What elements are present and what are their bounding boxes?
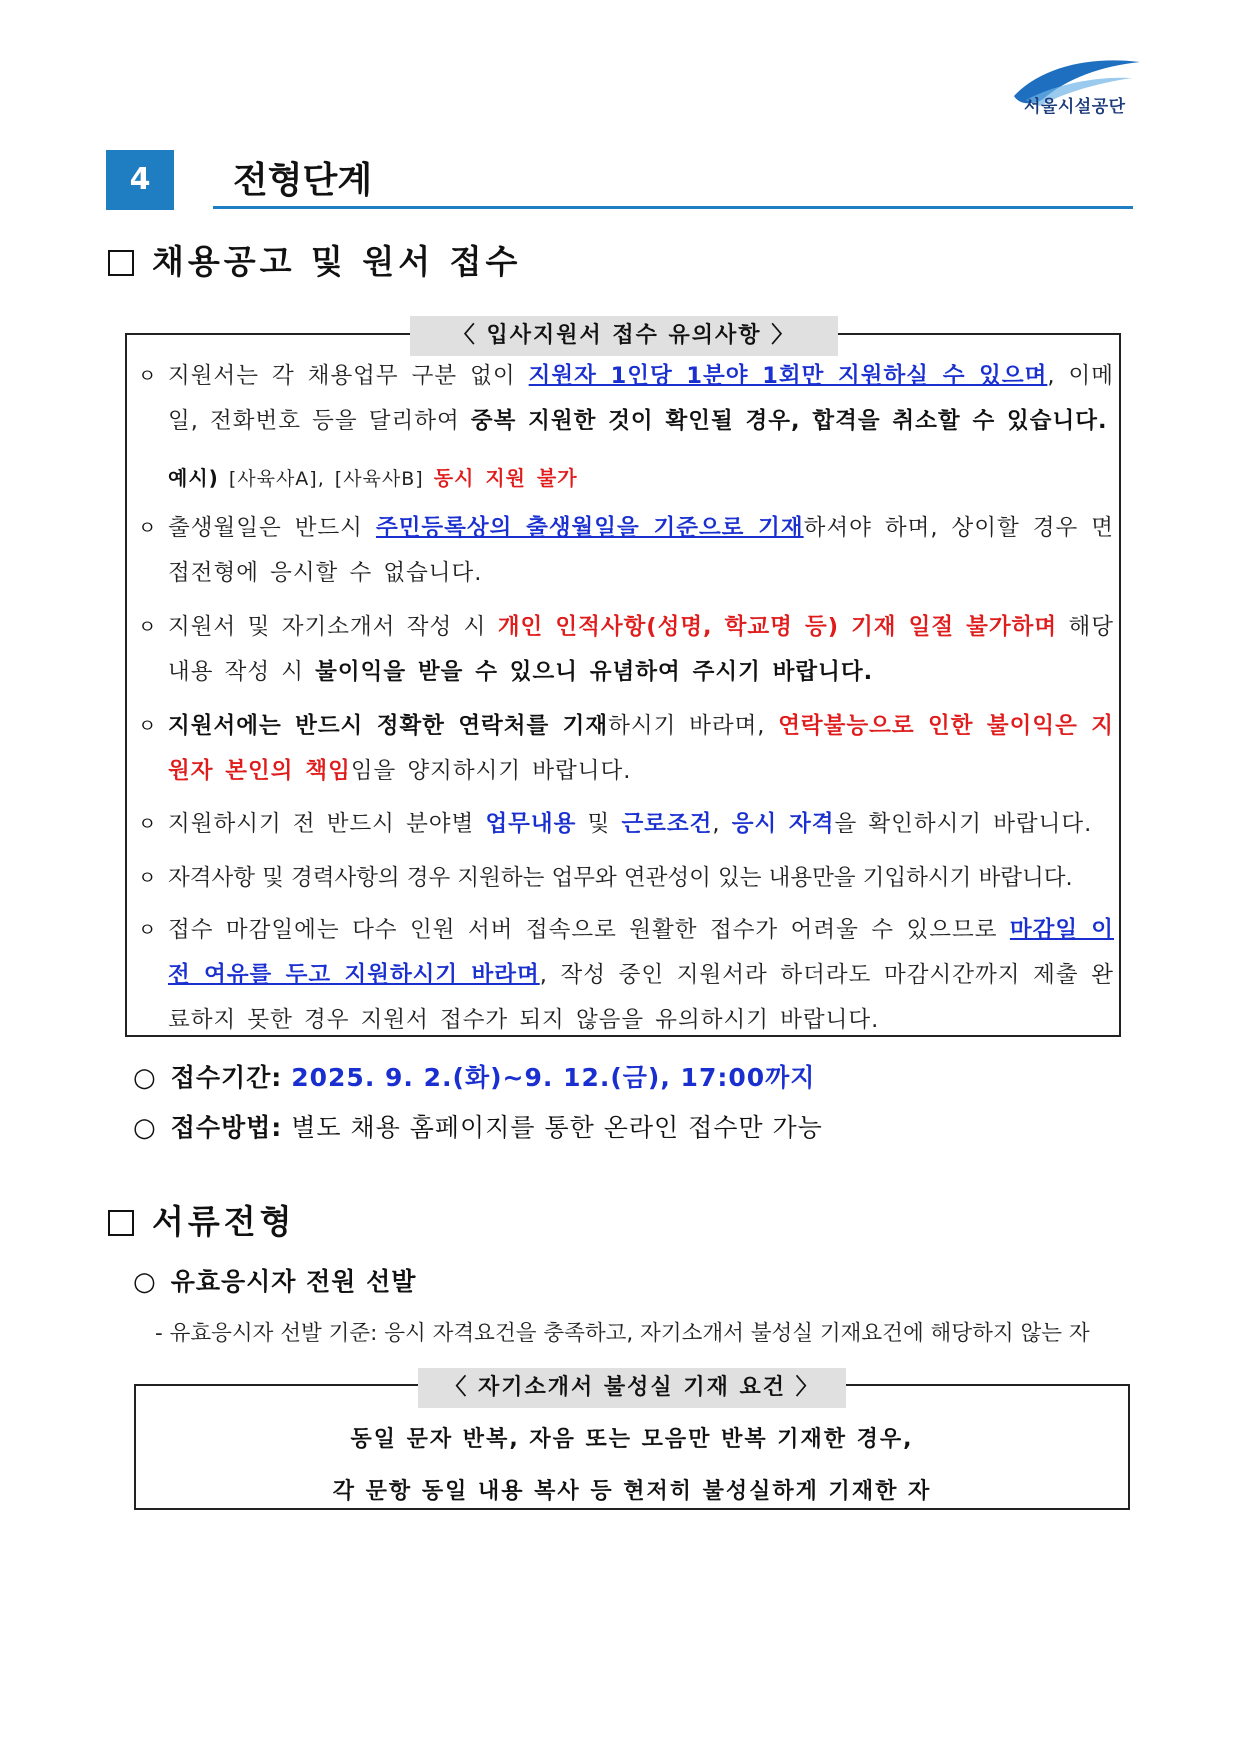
bullet-icon: ㅇ [138,813,157,835]
notice-item-5: ㅇ 지원하시기 전 반드시 분야별 업무내용 및 근로조건, 응시 자격을 확인하시기 바랍니다. [138,802,1114,847]
notice-example: 예시) [사육사A], [사육사B] 동시 지원 불가 [168,466,578,490]
notice-item-2: ㅇ 출생월일은 반드시 주민등록상의 출생월일을 기준으로 기재하셔야 하며, 상이할 경우 면접전형에 응시할 수 없습니다. [138,506,1114,596]
screening-title: ○ 유효응시자 전원 선발 [133,1267,417,1297]
section-number: 4 [106,150,174,210]
application-method: ○ 접수방법: 별도 채용 홈페이지를 통한 온라인 접수만 가능 [133,1113,823,1143]
circle-bullet-icon: ○ [133,1063,157,1093]
insincere-line-2: 각 문항 동일 내용 복사 등 현저히 불성실하게 기재한 자 [332,1479,932,1504]
application-period: ○ 접수기간: 2025. 9. 2.(화)~9. 12.(금), 17:00까지 [133,1063,816,1093]
notice-item-3: ㅇ 지원서 및 자기소개서 작성 시 개인 인적사항(성명, 학교명 등) 기재 일절 불가하며 해당 내용 작성 시 불이익을 받을 수 있으니 유념하여 주시기 바랍니다. [138,605,1114,695]
bullet-icon: ㅇ [138,517,157,539]
heading-application: 채용공고 및 원서 접수 [108,236,521,283]
checkbox-square-icon [108,1210,134,1236]
bullet-icon: ㅇ [138,715,157,737]
logo-text: 서울시설공단 [1024,97,1126,117]
notice-item-4: ㅇ 지원서에는 반드시 정확한 연락처를 기재하시기 바라며, 연락불능으로 인한 불이익은 지원자 본인의 책임임을 양지하시기 바랍니다. [138,704,1114,794]
checkbox-square-icon [108,250,134,276]
section-underline [213,206,1133,209]
section-title: 전형단계 [233,160,373,201]
notice-item-7: ㅇ 접수 마감일에는 다수 인원 서버 접속으로 원활한 접수가 어려울 수 있으므로 마감일 이전 여유를 두고 지원하시기 바라며, 작성 중인 지원서라 하더라도 마감시간까지 제출 완료하지 못한 경우 지원서 접수가 되지 않음을 유의하시기 바랍니다. [138,908,1114,1043]
bullet-icon: ㅇ [138,365,157,387]
screening-criteria: - 유효응시자 선발 기준: 응시 자격요건을 충족하고, 자기소개서 불성실 기재요건에 해당하지 않는 자 [155,1321,1090,1346]
bullet-icon: ㅇ [138,919,157,941]
bullet-icon: ㅇ [138,867,157,889]
insincere-line-1: 동일 문자 반복, 자음 또는 모음만 반복 기재한 경우, [350,1427,914,1452]
circle-bullet-icon: ○ [133,1267,157,1297]
circle-bullet-icon: ○ [133,1113,157,1143]
notice-item-6: ㅇ 자격사항 및 경력사항의 경우 지원하는 업무와 연관성이 있는 내용만을 기입하시기 바랍니다. [138,856,1114,901]
heading-document-screening: 서류전형 [108,1196,296,1243]
notice-box-title: 〈 입사지원서 접수 유의사항 〉 [410,316,838,356]
notice-item-1: ㅇ 지원서는 각 채용업무 구분 없이 지원자 1인당 1분야 1회만 지원하실 수 있으며, 이메일, 전화번호 등을 달리하여 중복 지원한 것이 확인될 경우, 합격을 취소할 수 있습니다. [138,354,1114,444]
insincere-box-title: 〈 자기소개서 불성실 기재 요건 〉 [418,1368,846,1408]
bullet-icon: ㅇ [138,616,157,638]
